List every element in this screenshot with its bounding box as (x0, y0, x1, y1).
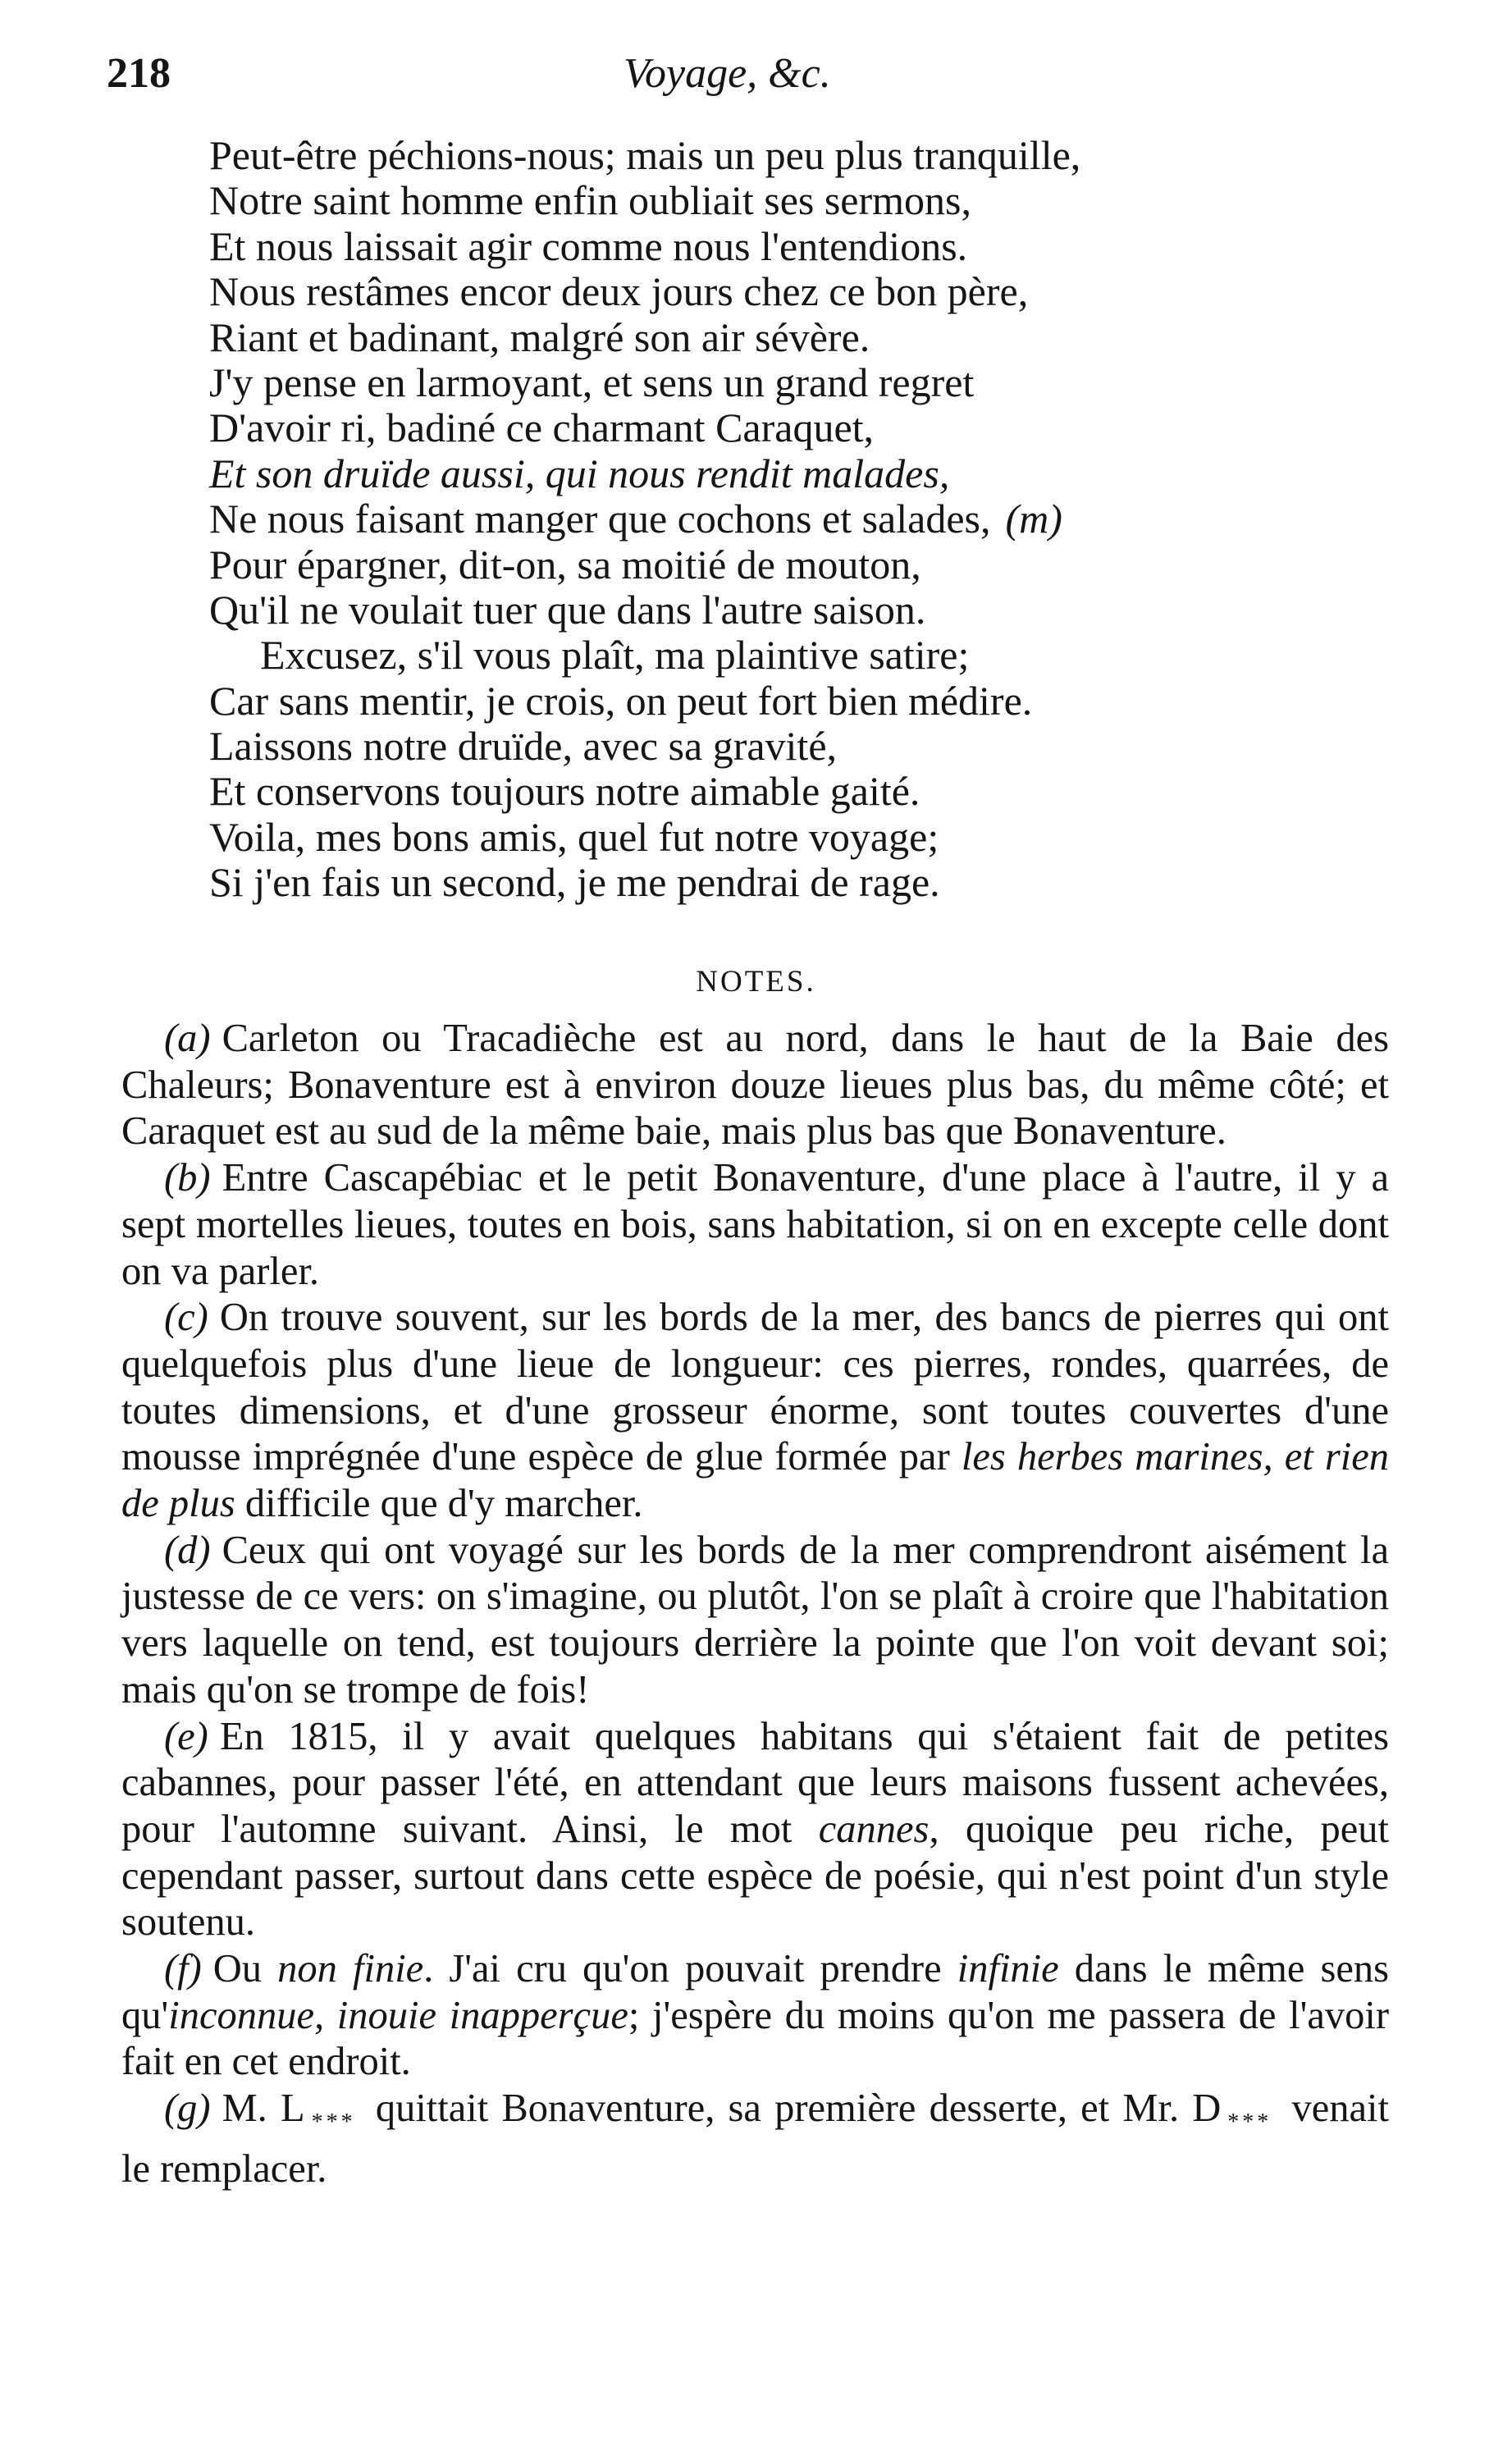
note-text: On trouve souvent, sur les bords de la mer, des bancs de pierres qui ont quelquefois plus d'une lieue de longueur: ces pierres, rondes, quarrées, de toutes dimensions, et d'une grosseur énorme, sont toutes couvertes d'une mousse imprégnée d'une espèce de glue formée par (121, 1296, 1389, 1479)
note-f (121, 1946, 1389, 2086)
poem-line: Et son druïde aussi, qui nous rendit malades, (209, 450, 950, 496)
poem-line: Et conservons toujours notre aimable gaité. (209, 768, 920, 815)
notes-heading: NOTES. (696, 965, 816, 999)
note-d (121, 1528, 1389, 1714)
note-label: (d) (164, 1528, 211, 1572)
note-text: Ceux qui ont voyagé sur les bords de la mer comprendront aisément la justesse de ce vers: on s'imagine, ou plutôt, l'on se plaît à croire que l'habitation vers laquelle on tend, est toujours derrière la pointe que l'on voit devant soi; mais qu'on se trompe de fois! (121, 1528, 1389, 1712)
note-text: Ou (212, 1947, 278, 1991)
note-text: , quoique peu riche, peut cependant passer, surtout dans cette espèce de poésie, qui n'est point d'un style soutenu. (121, 1807, 1389, 1945)
note-text: quittait Bonaventure, sa première desserte, et Mr. D (362, 2086, 1222, 2131)
poem-line: Nous restâmes encor deux jours chez ce bon père, (209, 268, 1029, 315)
note-text: venait le remplacer. (121, 2086, 1389, 2191)
poem-line: J'y pense en larmoyant, et sens un grand regret (209, 359, 975, 405)
note-c (121, 1295, 1389, 1528)
note-text-italic: les herbes marines, et rien de plus (121, 1435, 1389, 1526)
notes-section (121, 1016, 1389, 2193)
poem-line: Qu'il ne voulait tuer que dans l'autre saison. (209, 586, 926, 633)
note-text-italic: inconnue, inouie inapperçue (168, 1993, 628, 2037)
note-reference: (m) (1005, 496, 1062, 542)
poem-line-text: Ne nous faisant manger que cochons et salades, (209, 496, 991, 542)
poem-line: Pour épargner, dit-on, sa moitié de mouton, (209, 541, 921, 587)
note-g (121, 2086, 1389, 2192)
note-e (121, 1714, 1389, 1947)
poem-line: Si j'en fais un second, je me pendrai de rage. (209, 859, 940, 906)
note-text-italic: infinie (957, 1947, 1059, 1991)
note-text: dans le même sens qu' (121, 1947, 1389, 2037)
note-a (121, 1016, 1389, 1155)
poem-line: Et nous laissait agir comme nous l'entendions. (209, 222, 968, 269)
note-text: difficile que d'y marcher. (235, 1482, 643, 1526)
note-label: (g) (164, 2086, 211, 2131)
asterisk-placeholder: *** (311, 2109, 356, 2136)
note-label: (b) (164, 1156, 211, 1200)
poem (209, 133, 1407, 906)
poem-line: Riant et badinant, malgré son air sévère. (209, 313, 870, 360)
note-text: En 1815, il y avait quelques habitans qui s'étaient fait de petites cabannes, pour passer l'été, en attendant que leurs maisons fussent achevées, pour l'automne suivant. Ainsi, le mot (121, 1714, 1389, 1851)
page-header (107, 49, 1403, 115)
poem-line: Laissons notre druïde, avec sa gravité, (209, 723, 838, 770)
note-text-italic: non finie (277, 1947, 424, 1991)
note-label: (a) (164, 1017, 211, 1060)
page-number: 218 (107, 50, 171, 97)
note-text: ; j'espère du moins qu'on me passera de l'avoir fait en cet endroit. (121, 1993, 1390, 2084)
poem-line: Car sans mentir, je crois, on peut fort bien médire. (209, 677, 1033, 724)
note-b (121, 1155, 1389, 1295)
note-text: . J'ai cru qu'on pouvait prendre (423, 1947, 957, 1991)
running-head: Voyage, &c. (624, 50, 831, 97)
note-text-italic: cannes (818, 1807, 930, 1851)
note-text: M. L (222, 2086, 305, 2131)
asterisk-placeholder: *** (1227, 2109, 1272, 2136)
poem-line: Excusez, s'il vous plaît, ma plaintive satire; (260, 632, 970, 679)
note-label: (c) (164, 1296, 208, 1340)
poem-line (209, 496, 1407, 542)
note-text: Carleton ou Tracadièche est au nord, dans le haut de la Baie des Chaleurs; Bonaventure est à environ douze lieues plus bas, du même côté; et Caraquet est au sud de la même baie, mais plus bas que Bonaventure. (121, 1017, 1389, 1154)
poem-line: Peut-être péchions-nous; mais un peu plus tranquille, (209, 132, 1081, 178)
poem-line: D'avoir ri, badiné ce charmant Caraquet, (209, 405, 875, 451)
poem-line: Notre saint homme enfin oubliait ses sermons, (209, 177, 972, 224)
note-label: (e) (164, 1714, 208, 1758)
poem-line: Voila, mes bons amis, quel fut notre voyage; (209, 813, 939, 860)
note-label: (f) (164, 1947, 202, 1991)
note-text: Entre Cascapébiac et le petit Bonaventure, d'une place à l'autre, il y a sept mortelles lieues, toutes en bois, sans habitation, si on en excepte celle dont on va parler. (121, 1156, 1389, 1293)
